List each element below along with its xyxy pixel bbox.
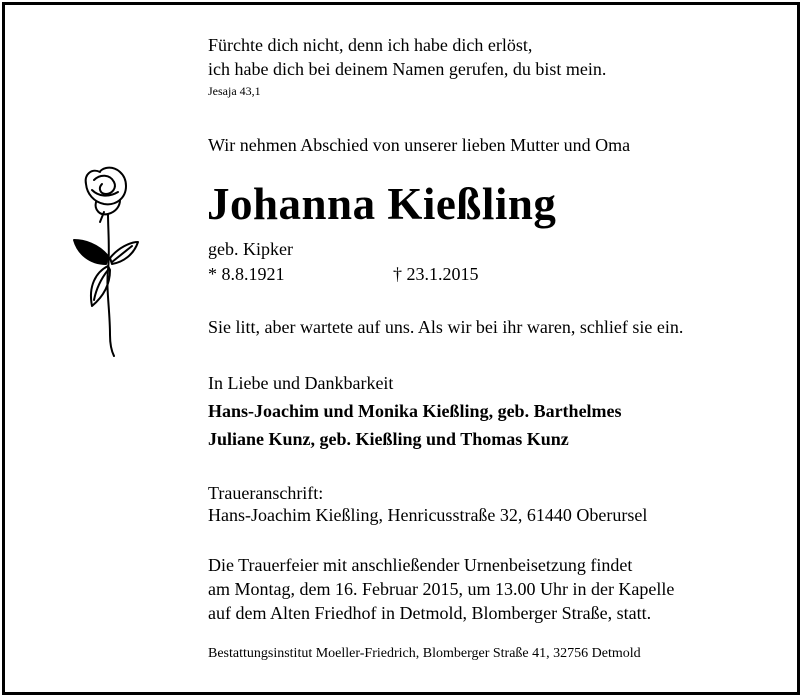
quote-text: Sie litt, aber wartete auf uns. Als wir bei ihr waren, schlief sie ein. <box>208 317 684 337</box>
death-date: † 23.1.2015 <box>393 264 479 284</box>
mourners-line-2: Juliane Kunz, geb. Kießling und Thomas Kunz <box>208 429 569 449</box>
mourners-line-1: Hans-Joachim und Monika Kießling, geb. Barthelmes <box>208 401 622 421</box>
address-label: Traueranschrift: <box>208 483 324 503</box>
ceremony-line-2: am Montag, dem 16. Februar 2015, um 13.00 Uhr in der Kapelle <box>208 579 675 599</box>
intro-text: Wir nehmen Abschied von unserer lieben Mutter und Oma <box>208 135 631 155</box>
birth-name: geb. Kipker <box>208 239 293 259</box>
ceremony-line-1: Die Trauerfeier mit anschließender Urnenbeisetzung findet <box>208 555 633 575</box>
address-value: Hans-Joachim Kießling, Henricusstraße 32, 61440 Oberursel <box>208 505 648 525</box>
verse-line-2: ich habe dich bei deinem Namen gerufen, du bist mein. <box>208 59 607 79</box>
verse-reference: Jesaja 43,1 <box>208 84 261 98</box>
funeral-home: Bestattungsinstitut Moeller-Friedrich, Blomberger Straße 41, 32756 Detmold <box>208 646 641 661</box>
birth-date: * 8.8.1921 <box>208 264 285 284</box>
ceremony-line-3: auf dem Alten Friedhof in Detmold, Blomberger Straße, statt. <box>208 603 652 623</box>
rose-icon <box>70 160 140 360</box>
mourners-intro: In Liebe und Dankbarkeit <box>208 373 394 393</box>
deceased-name: Johanna Kießling <box>207 179 557 229</box>
verse-line-1: Fürchte dich nicht, denn ich habe dich erlöst, <box>208 35 533 55</box>
